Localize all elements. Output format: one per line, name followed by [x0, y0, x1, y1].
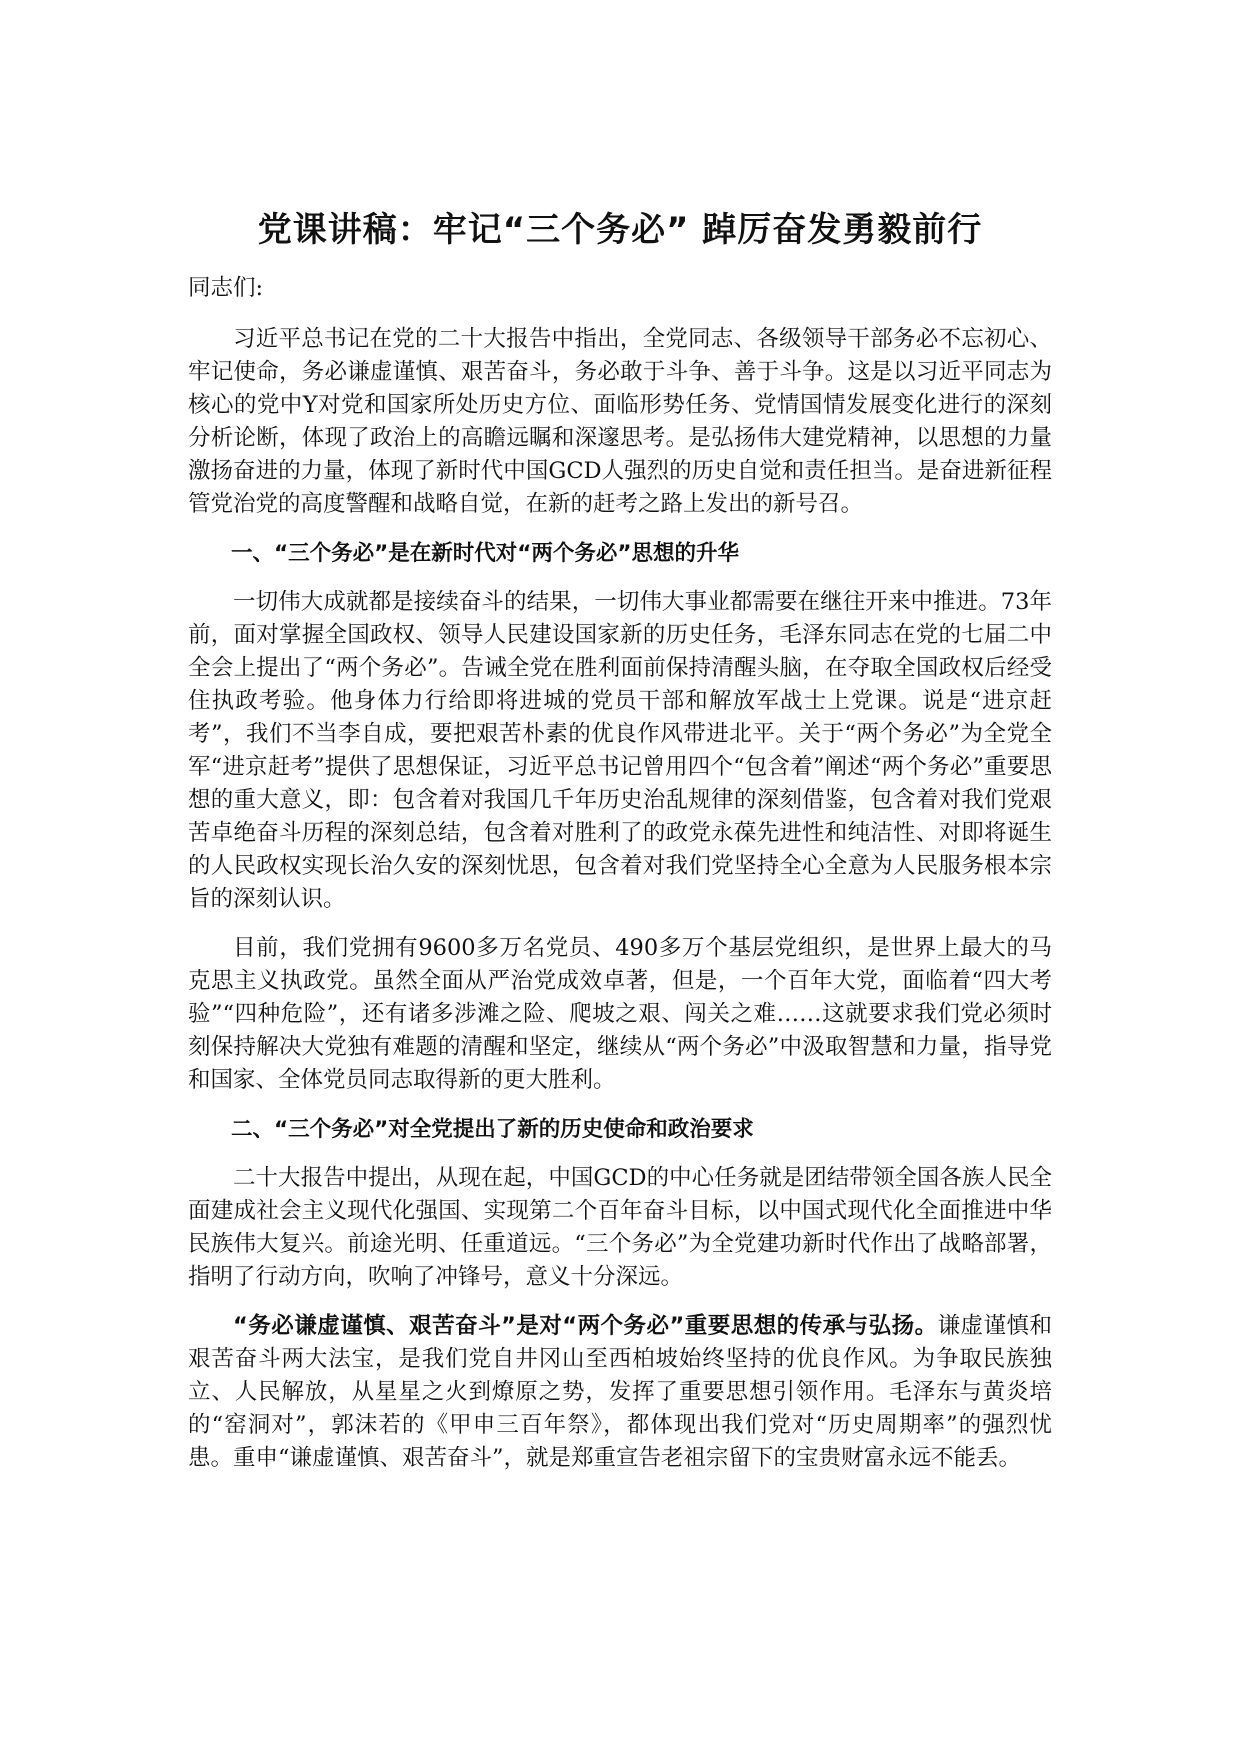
document-title: 党课讲稿：牢记“三个务必” 踔厉奋发勇毅前行: [257, 210, 983, 250]
salutation: 同志们:: [188, 275, 264, 301]
section2-paragraph-2-text: 谦虚谨慎和艰苦奋斗两大法宝，是我们党自井冈山至西柏坡始终坚持的优良作风。为争取民族独立、人民解放，从星星之火到燎原之势，发挥了重要思想引领作用。毛泽东与黄炎培的“窑洞对”，郭沫若的《甲申三百年祭》，都体现出我们党对“历史周期率”的强烈忧患。重申“谦虚谨慎、艰苦奋斗”，就是郑重宣告老祖宗留下的宝贵财富永远不能丢。: [188, 1313, 1052, 1471]
document-body: [188, 206, 1052, 1491]
intro-paragraph: 习近平总书记在党的二十大报告中指出，全党同志、各级领导干部务必不忘初心、牢记使命，务必谦虚谨慎、艰苦奋斗，务必敢于斗争、善于斗争。这是以习近平同志为核心的党中Y对党和国家所处历史方位、面临形势任务、党情国情发展变化进行的深刻分析论断，体现了政治上的高瞻远瞩和深邃思考。是弘扬伟大建党精神，以思想的力量激扬奋进的力量，体现了新时代中国GCD人强烈的历史自觉和责任担当。是奋进新征程管党治党的高度警醒和战略自觉，在新的赶考之路上发出的新号召。: [188, 326, 1052, 517]
section2-paragraph-1: 二十大报告中提出，从现在起，中国GCD的中心任务就是团结带领全国各族人民全面建成社会主义现代化强国、实现第二个百年奋斗目标，以中国式现代化全面推进中华民族伟大复兴。前途光明、任重道远。“三个务必”为全党建功新时代作出了战略部署，指明了行动方向，吹响了冲锋号，意义十分深远。: [188, 1165, 1052, 1290]
section-heading-2: 二、“三个务必”对全党提出了新的历史使命和政治要求: [231, 1117, 754, 1142]
section2-paragraph-2: [188, 1310, 1052, 1475]
section-heading-1: 一、“三个务必”是在新时代对“两个务必”思想的升华: [231, 541, 740, 566]
section2-paragraph-2-lead: “务必谦虚谨慎、艰苦奋斗”是对“两个务必”重要思想的传承与弘扬。: [233, 1313, 938, 1339]
section1-paragraph-1: 一切伟大成就都是接续奋斗的结果，一切伟大事业都需要在继往开来中推进。73年前，面对掌握全国政权、领导人民建设国家新的历史任务，毛泽东同志在党的七届二中全会上提出了“两个务必”。告诫全党在胜利面前保持清醒头脑，在夺取全国政权后经受住执政考验。他身体力行给即将进城的党员干部和解放军战士上党课。说是“进京赶考”，我们不当李自成，要把艰苦朴素的优良作风带进北平。关于“两个务必”为全党全军“进京赶考”提供了思想保证，习近平总书记曾用四个“包含着”阐述“两个务必”重要思想的重大意义，即：包含着对我国几千年历史治乱规律的深刻借鉴，包含着对我们党艰苦卓绝奋斗历程的深刻总结，包含着对胜利了的政党永葆先进性和纯洁性、对即将诞生的人民政权实现长治久安的深刻忧思，包含着对我们党坚持全心全意为人民服务根本宗旨的深刻认识。: [188, 589, 1052, 912]
section1-paragraph-2: 目前，我们党拥有9600多万名党员、490多万个基层党组织，是世界上最大的马克思主义执政党。虽然全面从严治党成效卓著，但是，一个百年大党，面临着“四大考验”“四种危险”，还有诸多涉滩之险、爬坡之艰、闯关之难……这就要求我们党必须时刻保持解决大党独有难题的清醒和坚定，继续从“两个务必”中汲取智慧和力量，指导党和国家、全体党员同志取得新的更大胜利。: [188, 935, 1052, 1093]
